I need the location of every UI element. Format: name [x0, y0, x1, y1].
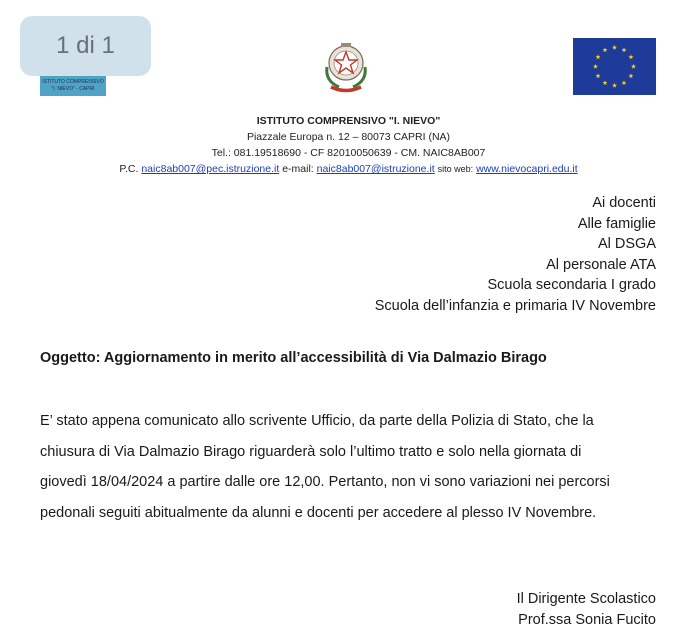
recipients-block	[375, 193, 656, 317]
institute-contacts	[0, 163, 697, 175]
signature-role: Il Dirigente Scolastico	[516, 591, 656, 607]
school-logo	[40, 76, 106, 96]
email-link[interactable]: naic8ab007@istruzione.it	[316, 163, 435, 175]
recipient-line: Alle famiglie	[577, 215, 656, 232]
institute-tel-line: Tel.: 081.19518690 - CF 82010050639 - CM. NAIC8AB007	[211, 147, 486, 159]
recipient-line: Ai docenti	[592, 195, 656, 211]
website-label: sito web:	[437, 164, 474, 174]
pc-label: P.C.	[119, 163, 139, 175]
recipient-line: Al DSGA	[597, 236, 656, 253]
body-line: E’ stato appena comunicato allo scrivente Ufficio, da parte della Polizia di Stato, che la	[40, 413, 594, 429]
letter-body	[40, 406, 660, 528]
email-label: e-mail:	[282, 163, 314, 175]
recipient-line: Al personale ATA	[546, 256, 656, 273]
page-indicator-text: 1 di 1	[56, 32, 115, 59]
pec-link[interactable]: naic8ab007@pec.istruzione.it	[141, 163, 280, 175]
italian-republic-emblem-icon	[319, 37, 373, 95]
school-logo-line: "I. NIEVO" - CAPRI	[51, 86, 95, 92]
page-indicator-badge	[20, 16, 151, 76]
signature-block	[517, 589, 656, 630]
letter-subject: Oggetto: Aggiornamento in merito all’accessibilità di Via Dalmazio Birago	[40, 350, 547, 366]
signature-name: Prof.ssa Sonia Fucito	[518, 611, 656, 628]
school-logo-line: ISTITUTO COMPRENSIVO	[42, 79, 104, 85]
recipient-line: Scuola dell’infanzia e primaria IV Novembre	[374, 297, 656, 314]
website-link[interactable]: www.nievocapri.edu.it	[476, 163, 578, 175]
recipient-line: Scuola secondaria I grado	[487, 277, 656, 294]
body-line: pedonali seguiti abitualmente da alunni e docenti per accedere al plesso IV Novembre.	[40, 504, 597, 521]
institute-address: Piazzale Europa n. 12 – 80073 CAPRI (NA)	[246, 131, 451, 143]
institute-name: ISTITUTO COMPRENSIVO "I. NIEVO"	[256, 115, 441, 127]
body-line: giovedì 18/04/2024 a partire dalle ore 12,00. Pertanto, non vi sono variazioni nei percorsi	[40, 474, 610, 490]
eu-flag-icon	[573, 38, 656, 95]
body-line: chiusura di Via Dalmazio Birago riguarderà solo l’ultimo tratto e solo nella giornata di	[40, 443, 582, 460]
